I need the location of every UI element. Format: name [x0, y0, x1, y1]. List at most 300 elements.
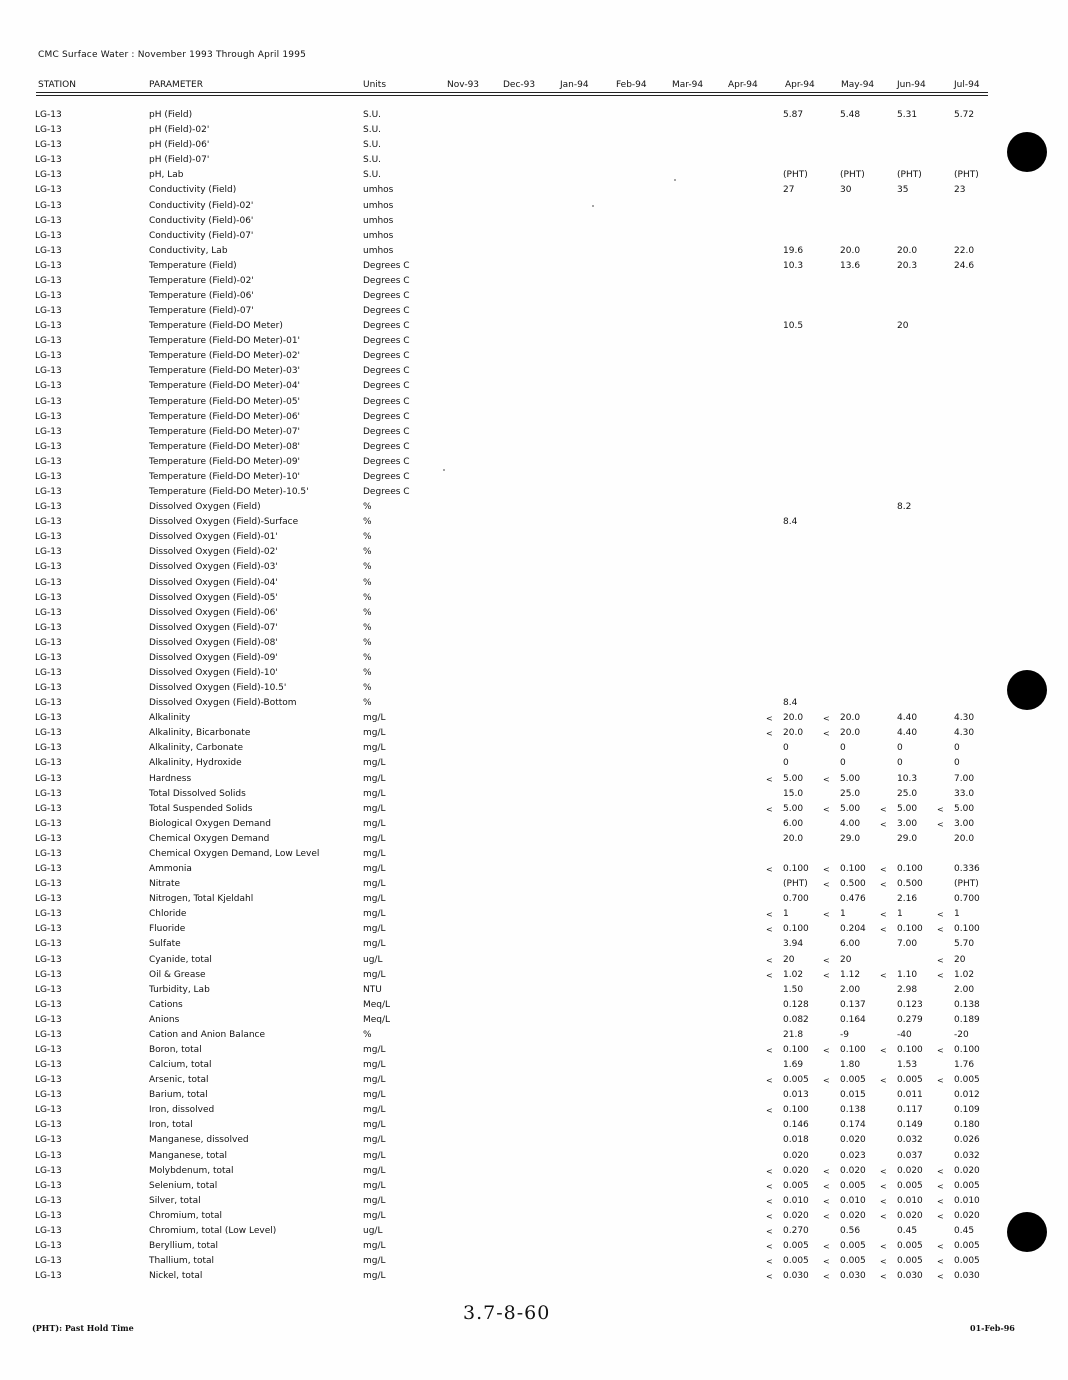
- parameter-cell: Temperature (Field-DO Meter)-07': [149, 426, 301, 437]
- table-row: [0, 892, 1068, 907]
- value-cell: 4.40: [897, 713, 918, 724]
- units-cell: umhos: [363, 200, 394, 211]
- table-row: [0, 1118, 1068, 1133]
- table-row: [0, 651, 1068, 666]
- units-cell: Degrees C: [363, 487, 410, 497]
- units-cell: mg/L: [363, 1105, 386, 1116]
- qualifier-cell: <: [937, 925, 944, 935]
- value-cell: 0.500: [897, 879, 923, 890]
- table-row: [0, 379, 1068, 394]
- units-cell: Degrees C: [363, 366, 410, 377]
- table-row: [0, 1149, 1068, 1164]
- table-row: [0, 153, 1068, 168]
- value-cell: 20.0: [840, 728, 861, 739]
- station-cell: LG-13: [35, 110, 62, 120]
- value-cell: 20.3: [897, 260, 918, 271]
- value-cell: 1.12: [840, 969, 861, 980]
- qualifier-cell: <: [766, 714, 773, 724]
- table-row: [0, 953, 1068, 968]
- value-cell: 0.500: [840, 879, 866, 890]
- value-cell: 25.0: [897, 788, 918, 799]
- qualifier-cell: <: [880, 1257, 887, 1267]
- parameter-cell: Alkalinity, Bicarbonate: [149, 728, 251, 739]
- station-cell: LG-13: [35, 321, 62, 332]
- table-row: [0, 1269, 1068, 1284]
- units-cell: S.U.: [363, 125, 382, 136]
- value-cell: (PHT): [897, 170, 922, 181]
- value-cell: 5.87: [783, 110, 804, 120]
- station-cell: LG-13: [35, 668, 62, 678]
- station-cell: LG-13: [35, 713, 62, 724]
- station-cell: LG-13: [35, 1135, 62, 1146]
- value-cell: 0.005: [783, 1180, 809, 1191]
- qualifier-cell: <: [766, 1226, 773, 1236]
- qualifier-cell: <: [937, 1076, 944, 1086]
- qualifier-cell: <: [880, 1076, 887, 1086]
- station-cell: LG-13: [35, 562, 62, 573]
- value-cell: 0.023: [840, 1150, 866, 1161]
- print-date: 01-Feb-96: [970, 1323, 1015, 1333]
- station-cell: LG-13: [35, 306, 62, 316]
- value-cell: 0.082: [783, 1014, 809, 1025]
- table-row: [0, 1088, 1068, 1103]
- value-cell: 0.015: [840, 1090, 866, 1101]
- table-row: [0, 817, 1068, 832]
- value-cell: 0: [954, 743, 960, 754]
- station-cell: LG-13: [35, 788, 62, 799]
- units-cell: mg/L: [363, 713, 386, 724]
- value-cell: 0.005: [783, 1075, 809, 1086]
- qualifier-cell: <: [823, 1272, 830, 1282]
- units-cell: umhos: [363, 245, 394, 256]
- qualifier-cell: <: [880, 880, 887, 890]
- station-cell: LG-13: [35, 185, 62, 196]
- units-cell: Degrees C: [363, 471, 410, 482]
- station-cell: LG-13: [35, 1271, 62, 1282]
- parameter-cell: Conductivity (Field): [149, 185, 237, 196]
- units-cell: mg/L: [363, 909, 386, 920]
- table-row: [0, 560, 1068, 575]
- table-row: [0, 304, 1068, 319]
- station-cell: LG-13: [35, 879, 62, 890]
- value-cell: 20.0: [783, 728, 804, 739]
- header-month: Feb-94: [616, 80, 647, 90]
- units-cell: %: [363, 592, 372, 603]
- value-cell: 10.3: [783, 260, 804, 271]
- qualifier-cell: <: [766, 1196, 773, 1206]
- parameter-cell: Boron, total: [149, 1045, 202, 1055]
- qualifier-cell: <: [937, 1257, 944, 1267]
- table-row: [0, 123, 1068, 138]
- parameter-cell: Dissolved Oxygen (Field)-07': [149, 622, 278, 633]
- table-row: [0, 138, 1068, 153]
- value-cell: 0.005: [840, 1180, 866, 1191]
- station-cell: LG-13: [35, 215, 62, 226]
- value-cell: 35: [897, 185, 909, 196]
- units-cell: Meq/L: [363, 1014, 391, 1025]
- table-row: [0, 922, 1068, 937]
- value-cell: 23: [954, 185, 966, 196]
- header-month: Apr-94: [728, 80, 758, 90]
- qualifier-cell: <: [766, 925, 773, 935]
- units-cell: mg/L: [363, 728, 386, 739]
- units-cell: Degrees C: [363, 396, 410, 407]
- table-row: [0, 741, 1068, 756]
- units-cell: mg/L: [363, 1090, 386, 1101]
- table-row: [0, 425, 1068, 440]
- parameter-cell: Chemical Oxygen Demand: [149, 833, 270, 844]
- value-cell: 0.020: [783, 1150, 809, 1161]
- value-cell: 0.109: [954, 1105, 980, 1116]
- units-cell: %: [363, 532, 372, 543]
- table-row: [0, 1028, 1068, 1043]
- value-cell: 33.0: [954, 788, 975, 799]
- units-cell: mg/L: [363, 788, 386, 799]
- value-cell: 0.100: [840, 864, 866, 874]
- table-row: [0, 199, 1068, 214]
- parameter-cell: Nitrogen, Total Kjeldahl: [149, 894, 254, 905]
- station-cell: LG-13: [35, 426, 62, 437]
- value-cell: 0.100: [954, 924, 980, 935]
- parameter-cell: Calcium, total: [149, 1060, 212, 1070]
- units-cell: umhos: [363, 215, 394, 226]
- station-cell: LG-13: [35, 381, 62, 392]
- value-cell: 0.476: [840, 894, 866, 905]
- value-cell: 0.020: [954, 1165, 980, 1176]
- parameter-cell: Fluoride: [149, 924, 186, 935]
- value-cell: 19.6: [783, 245, 804, 256]
- station-cell: LG-13: [35, 848, 62, 859]
- parameter-cell: Temperature (Field): [149, 260, 237, 271]
- value-cell: 1.76: [954, 1060, 975, 1070]
- parameter-cell: Alkalinity, Hydroxide: [149, 758, 242, 769]
- value-cell: 1.02: [783, 969, 804, 980]
- units-cell: %: [363, 652, 372, 663]
- value-cell: 13.6: [840, 260, 861, 271]
- value-cell: 1.02: [954, 969, 975, 980]
- value-cell: 0.012: [954, 1090, 980, 1101]
- binder-hole: [1007, 132, 1047, 172]
- units-cell: mg/L: [363, 924, 386, 935]
- value-cell: 0.146: [783, 1120, 809, 1131]
- units-cell: %: [363, 547, 372, 558]
- value-cell: 0.189: [954, 1014, 980, 1025]
- value-cell: 0.100: [897, 1045, 923, 1055]
- units-cell: %: [363, 562, 372, 573]
- units-cell: ug/L: [363, 1225, 383, 1236]
- units-cell: mg/L: [363, 1180, 386, 1191]
- qualifier-cell: <: [766, 955, 773, 965]
- parameter-cell: Dissolved Oxygen (Field)-09': [149, 652, 278, 663]
- value-cell: 0.100: [783, 864, 809, 874]
- value-cell: 1: [897, 909, 903, 920]
- value-cell: 0.020: [897, 1165, 923, 1176]
- station-cell: LG-13: [35, 637, 62, 648]
- table-row: [0, 907, 1068, 922]
- value-cell: 21.8: [783, 1029, 804, 1040]
- units-cell: mg/L: [363, 879, 386, 890]
- value-cell: 0.700: [783, 894, 809, 905]
- parameter-cell: Dissolved Oxygen (Field)-10': [149, 668, 278, 678]
- station-cell: LG-13: [35, 999, 62, 1010]
- parameter-cell: Manganese, total: [149, 1150, 227, 1161]
- table-row: [0, 244, 1068, 259]
- units-cell: %: [363, 698, 372, 709]
- value-cell: 0.100: [783, 1045, 809, 1055]
- parameter-cell: Temperature (Field-DO Meter): [149, 321, 283, 332]
- table-row: [0, 636, 1068, 651]
- header-rule: [36, 92, 988, 93]
- qualifier-cell: <: [766, 1181, 773, 1191]
- table-row: [0, 591, 1068, 606]
- header-units: Units: [363, 80, 387, 90]
- value-cell: 6.00: [783, 818, 804, 829]
- value-cell: 5.00: [783, 773, 804, 784]
- value-cell: 0.138: [954, 999, 980, 1010]
- qualifier-cell: <: [880, 865, 887, 874]
- table-row: [0, 1013, 1068, 1028]
- binder-hole: [1007, 1212, 1047, 1252]
- station-cell: LG-13: [35, 1045, 62, 1055]
- units-cell: mg/L: [363, 803, 386, 814]
- parameter-cell: Sulfate: [149, 939, 181, 950]
- parameter-cell: Dissolved Oxygen (Field)-08': [149, 637, 278, 648]
- parameter-cell: Dissolved Oxygen (Field)-06': [149, 607, 278, 618]
- units-cell: Degrees C: [363, 306, 410, 316]
- qualifier-cell: <: [937, 1196, 944, 1206]
- value-cell: 0.700: [954, 894, 980, 905]
- parameter-cell: Molybdenum, total: [149, 1165, 234, 1176]
- units-cell: Degrees C: [363, 456, 410, 467]
- table-row: [0, 349, 1068, 364]
- value-cell: 0.279: [897, 1014, 923, 1025]
- station-cell: LG-13: [35, 864, 62, 874]
- value-cell: 0.117: [897, 1105, 923, 1116]
- table-row: [0, 274, 1068, 289]
- qualifier-cell: <: [937, 1272, 944, 1282]
- value-cell: 0.123: [897, 999, 923, 1010]
- station-cell: LG-13: [35, 230, 62, 241]
- units-cell: mg/L: [363, 969, 386, 980]
- qualifier-cell: <: [766, 865, 773, 874]
- value-cell: 5.00: [897, 803, 918, 814]
- value-cell: 0.020: [840, 1210, 866, 1221]
- parameter-cell: Dissolved Oxygen (Field)-04': [149, 577, 278, 588]
- value-cell: 5.00: [840, 773, 861, 784]
- table-row: [0, 259, 1068, 274]
- station-cell: LG-13: [35, 487, 62, 497]
- value-cell: 0.005: [954, 1180, 980, 1191]
- value-cell: 1.53: [897, 1060, 918, 1070]
- units-cell: S.U.: [363, 140, 382, 151]
- parameter-cell: Silver, total: [149, 1195, 201, 1206]
- parameter-cell: Dissolved Oxygen (Field)-Surface: [149, 517, 299, 528]
- value-cell: 29.0: [897, 833, 918, 844]
- units-cell: mg/L: [363, 818, 386, 829]
- parameter-cell: Conductivity, Lab: [149, 245, 228, 256]
- station-cell: LG-13: [35, 1225, 62, 1236]
- units-cell: mg/L: [363, 864, 386, 874]
- value-cell: 20.0: [840, 245, 861, 256]
- value-cell: 1.10: [897, 969, 918, 980]
- value-cell: 0: [897, 758, 903, 769]
- qualifier-cell: <: [766, 1046, 773, 1055]
- station-cell: LG-13: [35, 728, 62, 739]
- value-cell: 27: [783, 185, 795, 196]
- qualifier-cell: <: [823, 910, 830, 920]
- units-cell: Degrees C: [363, 336, 410, 347]
- value-cell: 0.013: [783, 1090, 809, 1101]
- value-cell: 3.94: [783, 939, 804, 950]
- document-title: CMC Surface Water : November 1993 Through April 1995: [38, 50, 307, 60]
- qualifier-cell: <: [766, 1272, 773, 1282]
- station-cell: LG-13: [35, 577, 62, 588]
- value-cell: 29.0: [840, 833, 861, 844]
- units-cell: mg/L: [363, 1060, 386, 1070]
- station-cell: LG-13: [35, 1105, 62, 1116]
- station-cell: LG-13: [35, 833, 62, 844]
- value-cell: 0.174: [840, 1120, 866, 1131]
- value-cell: 0.005: [897, 1075, 923, 1086]
- table-row: [0, 576, 1068, 591]
- units-cell: mg/L: [363, 833, 386, 844]
- qualifier-cell: <: [937, 910, 944, 920]
- table-row: [0, 455, 1068, 470]
- value-cell: 0.56: [840, 1225, 861, 1236]
- units-cell: mg/L: [363, 1045, 386, 1055]
- header-month: May-94: [841, 80, 875, 90]
- parameter-cell: Temperature (Field-DO Meter)-08': [149, 441, 301, 452]
- station-cell: LG-13: [35, 471, 62, 482]
- station-cell: LG-13: [35, 652, 62, 663]
- units-cell: mg/L: [363, 1135, 386, 1146]
- parameter-cell: Turbidity, Lab: [149, 984, 210, 995]
- units-cell: %: [363, 607, 372, 618]
- value-cell: 20: [897, 321, 909, 332]
- value-cell: 1: [783, 909, 789, 920]
- value-cell: 0.010: [840, 1195, 866, 1206]
- station-cell: LG-13: [35, 200, 62, 211]
- value-cell: 0.336: [954, 864, 980, 874]
- qualifier-cell: <: [823, 1242, 830, 1251]
- units-cell: Degrees C: [363, 426, 410, 437]
- header-parameter: PARAMETER: [149, 80, 203, 90]
- parameter-cell: Thallium, total: [149, 1256, 214, 1267]
- table-row: [0, 1209, 1068, 1224]
- value-cell: 5.72: [954, 110, 975, 120]
- value-cell: 8.4: [783, 517, 798, 528]
- value-cell: 0.010: [954, 1195, 980, 1206]
- table-row: [0, 395, 1068, 410]
- value-cell: 8.2: [897, 502, 912, 513]
- header-rule: [36, 95, 988, 96]
- station-cell: LG-13: [35, 1090, 62, 1101]
- value-cell: 0.010: [897, 1195, 923, 1206]
- value-cell: 20: [783, 954, 795, 965]
- units-cell: mg/L: [363, 1271, 386, 1282]
- value-cell: 0.45: [954, 1225, 975, 1236]
- units-cell: Meq/L: [363, 999, 391, 1010]
- value-cell: 20: [954, 954, 966, 965]
- parameter-cell: Dissolved Oxygen (Field): [149, 502, 261, 513]
- table-row: [0, 1194, 1068, 1209]
- value-cell: 2.00: [840, 984, 861, 995]
- table-row: [0, 319, 1068, 334]
- qualifier-cell: <: [766, 1211, 773, 1221]
- value-cell: 0: [783, 758, 789, 769]
- units-cell: mg/L: [363, 1195, 386, 1206]
- station-cell: LG-13: [35, 969, 62, 980]
- value-cell: 5.00: [840, 803, 861, 814]
- units-cell: %: [363, 668, 372, 678]
- parameter-cell: Total Dissolved Solids: [149, 788, 246, 799]
- value-cell: 0.020: [840, 1165, 866, 1176]
- station-cell: LG-13: [35, 170, 62, 181]
- value-cell: 0.030: [897, 1271, 923, 1282]
- header-station: STATION: [38, 80, 76, 90]
- table-row: [0, 772, 1068, 787]
- qualifier-cell: <: [766, 970, 773, 980]
- station-cell: LG-13: [35, 924, 62, 935]
- table-row: [0, 802, 1068, 817]
- value-cell: 0.100: [783, 1105, 809, 1116]
- units-cell: Degrees C: [363, 411, 410, 422]
- qualifier-cell: <: [937, 1166, 944, 1176]
- station-cell: LG-13: [35, 1256, 62, 1267]
- station-cell: LG-13: [35, 818, 62, 829]
- qualifier-cell: <: [823, 1181, 830, 1191]
- station-cell: LG-13: [35, 532, 62, 543]
- qualifier-cell: <: [880, 1181, 887, 1191]
- parameter-cell: pH (Field): [149, 110, 193, 120]
- value-cell: 20.0: [783, 713, 804, 724]
- value-cell: 1.50: [783, 984, 804, 995]
- value-cell: 3.00: [897, 818, 918, 829]
- parameter-cell: Selenium, total: [149, 1180, 218, 1191]
- units-cell: mg/L: [363, 939, 386, 950]
- parameter-cell: Temperature (Field-DO Meter)-02': [149, 351, 301, 362]
- parameter-cell: Arsenic, total: [149, 1075, 209, 1086]
- qualifier-cell: <: [766, 1242, 773, 1251]
- station-cell: LG-13: [35, 517, 62, 528]
- station-cell: LG-13: [35, 984, 62, 995]
- units-cell: mg/L: [363, 1075, 386, 1086]
- station-cell: LG-13: [35, 894, 62, 905]
- station-cell: LG-13: [35, 411, 62, 422]
- table-row: [0, 832, 1068, 847]
- value-cell: 4.30: [954, 713, 975, 724]
- station-cell: LG-13: [35, 1210, 62, 1221]
- value-cell: 5.48: [840, 110, 861, 120]
- value-cell: 0.032: [954, 1150, 980, 1161]
- table-row: [0, 968, 1068, 983]
- qualifier-cell: <: [880, 1211, 887, 1221]
- value-cell: 0: [897, 743, 903, 754]
- parameter-cell: Hardness: [149, 773, 192, 784]
- parameter-cell: pH (Field)-06': [149, 140, 210, 151]
- station-cell: LG-13: [35, 291, 62, 301]
- table-row: [0, 711, 1068, 726]
- value-cell: 4.00: [840, 818, 861, 829]
- value-cell: 22.0: [954, 245, 975, 256]
- value-cell: 0.45: [897, 1225, 918, 1236]
- units-cell: mg/L: [363, 1256, 386, 1267]
- value-cell: 0.020: [897, 1210, 923, 1221]
- value-cell: 0: [840, 743, 846, 754]
- value-cell: 0.005: [897, 1241, 923, 1251]
- parameter-cell: Temperature (Field-DO Meter)-10.5': [149, 487, 309, 497]
- qualifier-cell: <: [766, 729, 773, 739]
